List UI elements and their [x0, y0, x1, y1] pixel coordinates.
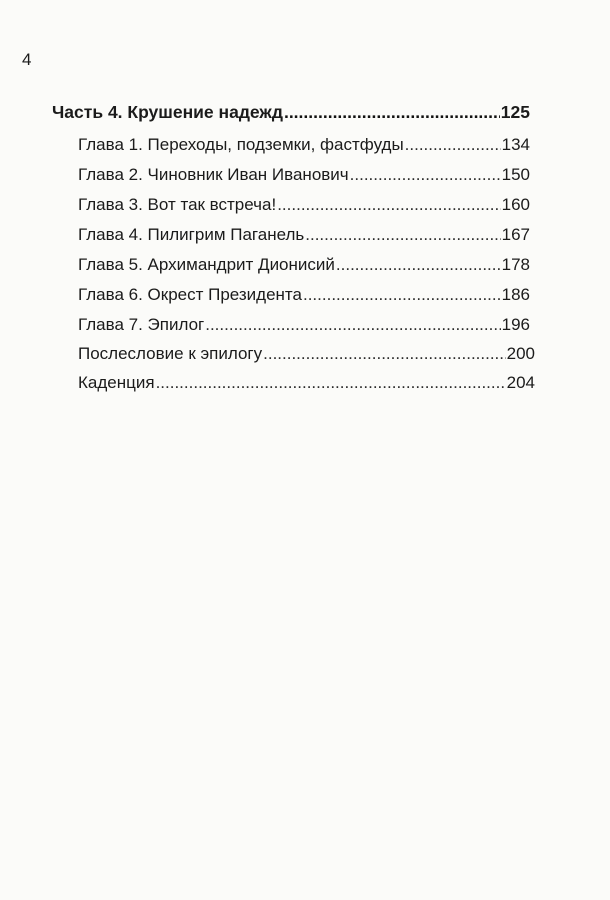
toc-leader [263, 342, 506, 366]
toc-entry-5 [78, 253, 530, 277]
toc-leader [277, 193, 500, 217]
toc-entry-3 [78, 193, 530, 217]
toc-leader [205, 313, 500, 337]
page-number: 4 [22, 50, 32, 69]
toc-leader [284, 100, 500, 124]
toc-entry-page: 167 [501, 225, 530, 244]
toc-entry-2 [78, 163, 530, 187]
toc-entry-title: Глава 1. Переходы, подземки, фастфуды [78, 135, 404, 154]
toc-leader [336, 253, 501, 277]
toc-entry-page: 204 [506, 373, 535, 392]
toc-leader [305, 223, 500, 247]
toc-entry-page: 160 [501, 195, 530, 214]
toc-leader [156, 371, 506, 395]
toc-entry-page: 196 [501, 315, 530, 334]
toc-entry-9 [78, 371, 535, 395]
toc-entry-title: Каденция [78, 373, 155, 392]
toc-part-title: Часть 4. Крушение надежд [52, 102, 283, 122]
toc-entry-1 [78, 133, 530, 157]
toc-leader [350, 163, 501, 187]
toc-part-page: 125 [500, 102, 530, 122]
toc-entry-7 [78, 313, 530, 337]
toc-entry-title: Послесловие к эпилогу [78, 344, 263, 363]
toc-entry-8 [78, 342, 535, 366]
toc-leader [405, 133, 501, 157]
toc-entry-page: 178 [501, 255, 530, 274]
toc-leader [303, 283, 501, 307]
toc-entry-6 [78, 283, 530, 307]
toc-entry-title: Глава 7. Эпилог [78, 315, 205, 334]
toc-entry-title: Глава 2. Чиновник Иван Иванович [78, 165, 349, 184]
toc-entry-title: Глава 5. Архимандрит Дионисий [78, 255, 335, 274]
toc-entry-page: 134 [501, 135, 530, 154]
toc-entry-page: 186 [501, 285, 530, 304]
toc-entry-page: 200 [506, 344, 535, 363]
toc-entry-title: Глава 6. Окрест Президента [78, 285, 302, 304]
toc-entry-4 [78, 223, 530, 247]
toc-entry-page: 150 [501, 165, 530, 184]
toc-entry-title: Глава 4. Пилигрим Паганель [78, 225, 305, 244]
toc-entry-title: Глава 3. Вот так встреча! [78, 195, 277, 214]
toc-part-4 [52, 100, 530, 124]
